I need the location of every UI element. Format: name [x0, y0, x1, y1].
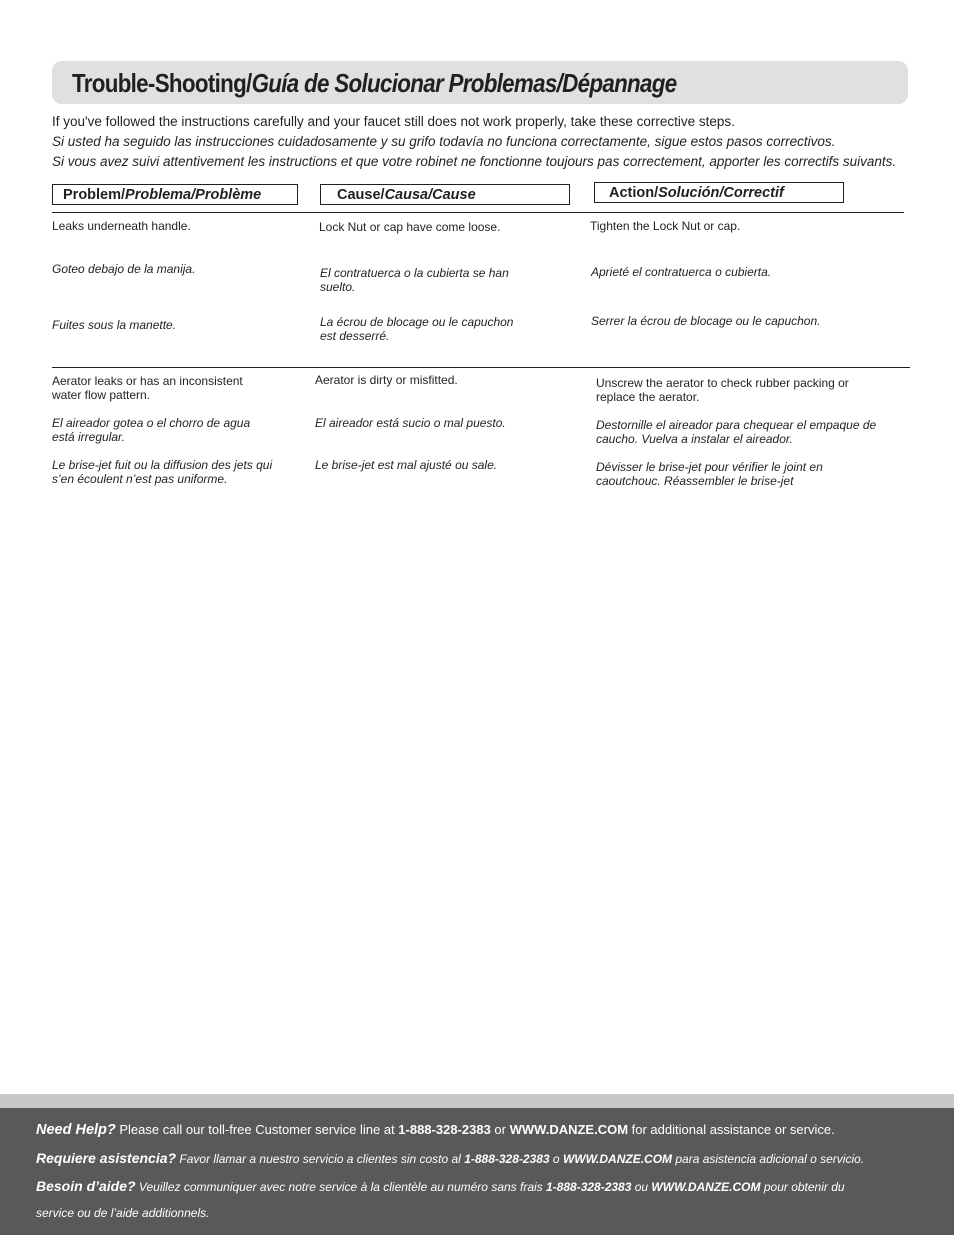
- help-text-en: Please call our toll-free Customer service line at: [115, 1122, 399, 1137]
- help-line-es: [36, 1150, 864, 1166]
- intro-line-en: If you've followed the instructions carefully and your faucet still does not work properly, take these corrective steps.: [52, 114, 735, 129]
- intro-line-fr: Si vous avez suivi attentivement les instructions et que votre robinet ne fonctionne toujours pas correctement, apporter les correctifs suivants.: [52, 154, 897, 169]
- page-title-sub: Guía de Solucionar Problemas/Dépannage: [251, 68, 677, 98]
- help-footer: [0, 1108, 954, 1235]
- row2-action-fr: Dévisser le brise-jet pour vérifier le joint en caoutchouc. Réassembler le brise-jet: [596, 460, 823, 488]
- header-action-alt: Solución/Correctif: [658, 185, 784, 201]
- row1-action-es: Aprieté el contratuerca o cubierta.: [591, 265, 772, 279]
- row2-problem-en: Aerator leaks or has an inconsistent water flow pattern.: [52, 374, 243, 402]
- header-cause: [320, 184, 570, 205]
- intro-line-es: Si usted ha seguido las instrucciones cuidadosamente y su grifo todavía no funciona correctamente, sigue estos pasos correctivos.: [52, 134, 836, 149]
- header-problem-alt: Problema/Problème: [125, 187, 262, 203]
- phone-number[interactable]: 1-888-328-2383: [398, 1122, 491, 1137]
- help-or-en: or: [490, 1122, 510, 1137]
- row2-problem-fr: Le brise-jet fuit ou la diffusion des jets qui s’en écoulent n’est pas uniforme.: [52, 458, 273, 486]
- row1-cause-en: Lock Nut or cap have come loose.: [319, 220, 501, 234]
- row2-cause-en: Aerator is dirty or misfitted.: [315, 373, 458, 387]
- help-line-fr-cont: service ou de l’aide additionnels.: [36, 1206, 210, 1220]
- row2-problem-es: El aireador gotea o el chorro de agua está irregular.: [52, 416, 251, 444]
- phone-number-fr[interactable]: 1-888-328-2383: [546, 1180, 632, 1194]
- intro-text: [52, 112, 896, 172]
- row1-problem-fr: Fuites sous la manette.: [52, 318, 177, 332]
- row2-cause-es: El aireador está sucio o mal puesto.: [315, 416, 506, 430]
- help-line-fr: [36, 1178, 845, 1194]
- website-link[interactable]: WWW.DANZE.COM: [509, 1122, 629, 1137]
- help-lead-es: Requiere asistencia?: [36, 1150, 177, 1166]
- phone-number-es[interactable]: 1-888-328-2383: [464, 1152, 550, 1166]
- website-link-fr[interactable]: WWW.DANZE.COM: [651, 1180, 761, 1194]
- header-cause-alt: Causa/Cause: [384, 187, 476, 203]
- help-line-en: [36, 1122, 835, 1138]
- header-problem: [52, 184, 298, 205]
- row1-problem-en: Leaks underneath handle.: [52, 219, 191, 233]
- row1-action-en: Tighten the Lock Nut or cap.: [590, 219, 741, 233]
- website-link-es[interactable]: WWW.DANZE.COM: [562, 1152, 673, 1166]
- help-text-es: Favor llamar a nuestro servicio a clientes sin costo al: [176, 1152, 465, 1166]
- row1-action-fr: Serrer la écrou de blocage ou le capuchon.: [591, 314, 821, 328]
- row1-problem-es: Goteo debajo de la manija.: [52, 262, 196, 276]
- help-or-es: o: [549, 1152, 563, 1166]
- row2-action-es: Destornille el aireador para chequear el empaque de caucho. Vuelva a instalar el aireador.: [596, 418, 877, 446]
- help-tail-fr: pour obtenir du: [760, 1180, 845, 1194]
- row1-cause-fr: La écrou de blocage ou le capuchon est desserré.: [320, 315, 514, 343]
- footer-band: [0, 1094, 954, 1108]
- row-separator: [52, 367, 910, 368]
- page-title-main: Trouble-Shooting/: [72, 68, 252, 98]
- header-cause-main: Cause/: [337, 187, 385, 203]
- header-action-main: Action/: [609, 185, 659, 201]
- header-rule: [52, 212, 904, 213]
- row2-action-en: Unscrew the aerator to check rubber packing or replace the aerator.: [596, 376, 849, 404]
- help-tail-en: for additional assistance or service.: [628, 1122, 835, 1137]
- help-text-fr: Veuillez communiquer avec notre service à la clientèle au numéro sans frais: [135, 1180, 546, 1194]
- help-tail-es: para asistencia adicional o servicio.: [672, 1152, 865, 1166]
- header-action: [594, 182, 844, 203]
- help-lead-fr: Besoin d’aide?: [36, 1178, 136, 1194]
- help-or-fr: ou: [631, 1180, 652, 1194]
- help-lead-en: Need Help?: [36, 1122, 116, 1138]
- page-title: [72, 66, 676, 100]
- row1-cause-es: El contratuerca o la cubierta se han suelto.: [320, 266, 509, 294]
- header-problem-main: Problem/: [63, 187, 126, 203]
- row2-cause-fr: Le brise-jet est mal ajusté ou sale.: [315, 458, 498, 472]
